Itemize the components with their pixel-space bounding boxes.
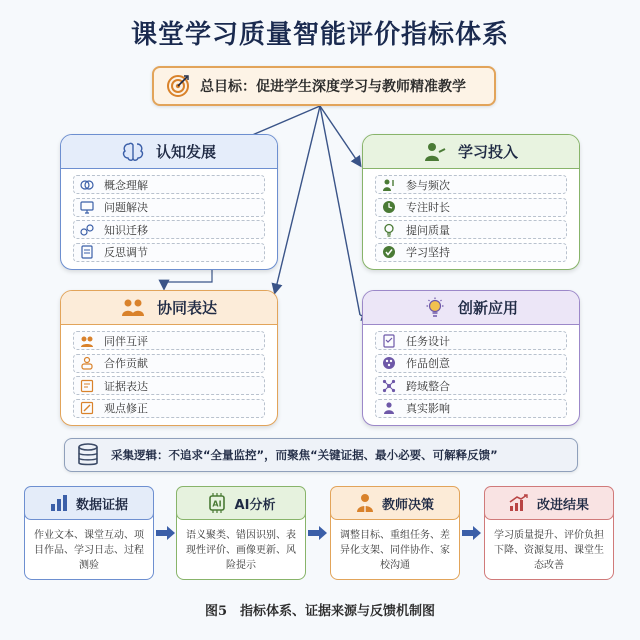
dimension-card-collaboration — [60, 290, 278, 426]
flow-step-data-evidence — [24, 486, 154, 580]
lightbulb-icon — [424, 297, 446, 319]
bar-chart-icon — [50, 494, 68, 512]
brain-icon — [80, 178, 94, 192]
flow-step-improvement-result — [484, 486, 614, 580]
indicator-item: 参与频次 — [375, 175, 567, 194]
palette-icon — [382, 356, 396, 370]
database-icon — [77, 443, 99, 467]
flow-step-title: 改进结果 — [536, 497, 589, 513]
goal-label: 总目标：促进学生深度学习与教师精准教学 — [200, 79, 466, 95]
connector-collaboration — [275, 106, 320, 292]
transfer-icon — [80, 223, 94, 237]
learner-icon — [424, 142, 446, 162]
indicator-item: 问题解决 — [73, 198, 265, 217]
goal-box — [152, 66, 496, 106]
flow-step-ai-analysis — [176, 486, 306, 580]
flow-step-title: 数据证据 — [75, 497, 128, 513]
indicator-item: 提问质量 — [375, 220, 567, 239]
network-icon — [382, 379, 396, 393]
group-icon — [121, 298, 145, 318]
handshake-icon — [80, 356, 94, 370]
teacher-icon — [356, 493, 374, 513]
flow-step-title: 教师决策 — [381, 497, 434, 513]
indicator-item: 专注时长 — [375, 198, 567, 217]
connector-innovation — [320, 106, 360, 315]
growth-chart-icon — [509, 494, 529, 512]
flow-step-teacher-decision — [330, 486, 460, 580]
flow-step-title: AI分析 — [234, 497, 276, 513]
ai-chip-icon — [207, 493, 227, 513]
flow-arrow-icon — [308, 526, 328, 540]
dimension-title: 协同表达 — [156, 299, 217, 317]
flow-arrow-icon — [156, 526, 176, 540]
document-icon — [80, 245, 94, 259]
edit-icon — [80, 401, 94, 415]
indicator-item: 学习坚持 — [375, 243, 567, 262]
dimension-title: 学习投入 — [457, 143, 518, 161]
dimension-card-cognitive — [60, 134, 278, 270]
brain-icon — [122, 142, 144, 162]
indicator-item: 任务设计 — [375, 331, 567, 350]
dimension-card-engagement — [362, 134, 580, 270]
flow-step-text: 语义聚类、错因识别、表现性评价、画像更新、风险提示 — [186, 529, 296, 571]
indicator-item: 反思调节 — [73, 243, 265, 262]
impact-icon — [382, 401, 396, 415]
indicator-item: 知识迁移 — [73, 220, 265, 239]
indicator-item: 同伴互评 — [73, 331, 265, 350]
indicator-item: 概念理解 — [73, 175, 265, 194]
indicator-item: 跨域整合 — [375, 376, 567, 395]
indicator-item: 观点修正 — [73, 399, 265, 418]
flow-arrow-icon — [462, 526, 482, 540]
figure-caption: 图5 指标体系、证据来源与反馈机制图 — [204, 604, 436, 619]
dimension-title: 认知发展 — [155, 143, 216, 161]
lightbulb-icon — [382, 223, 396, 237]
indicator-item: 作品创意 — [375, 354, 567, 373]
svg-text:AI: AI — [211, 499, 222, 509]
task-icon — [382, 334, 396, 348]
flow-step-text: 作业文本、课堂互动、项目作品、学习日志、过程测验 — [34, 529, 144, 571]
page-title: 课堂学习质量智能评价指标体系 — [130, 20, 509, 50]
indicator-item: 真实影响 — [375, 399, 567, 418]
clock-icon — [382, 200, 396, 214]
peer-icon — [80, 334, 94, 348]
check-icon — [382, 245, 396, 259]
collection-logic-banner — [64, 438, 578, 472]
indicator-item: 合作贡献 — [73, 354, 265, 373]
dimension-card-innovation — [362, 290, 580, 426]
dimension-title: 创新应用 — [457, 299, 518, 317]
target-icon — [166, 74, 190, 98]
collection-logic-text: 采集逻辑：不追求“全量监控”，而聚焦“关键证据、最小必要、可解释反馈” — [111, 448, 498, 462]
evidence-icon — [80, 379, 94, 393]
flow-step-text: 调整目标、重组任务、差异化支架、同伴协作、家校沟通 — [340, 529, 450, 571]
flow-step-text: 学习质量提升、评价负担下降、资源复用、课堂生态改善 — [494, 529, 604, 571]
monitor-icon — [80, 200, 94, 214]
indicator-item: 证据表达 — [73, 376, 265, 395]
participation-icon — [382, 178, 396, 192]
